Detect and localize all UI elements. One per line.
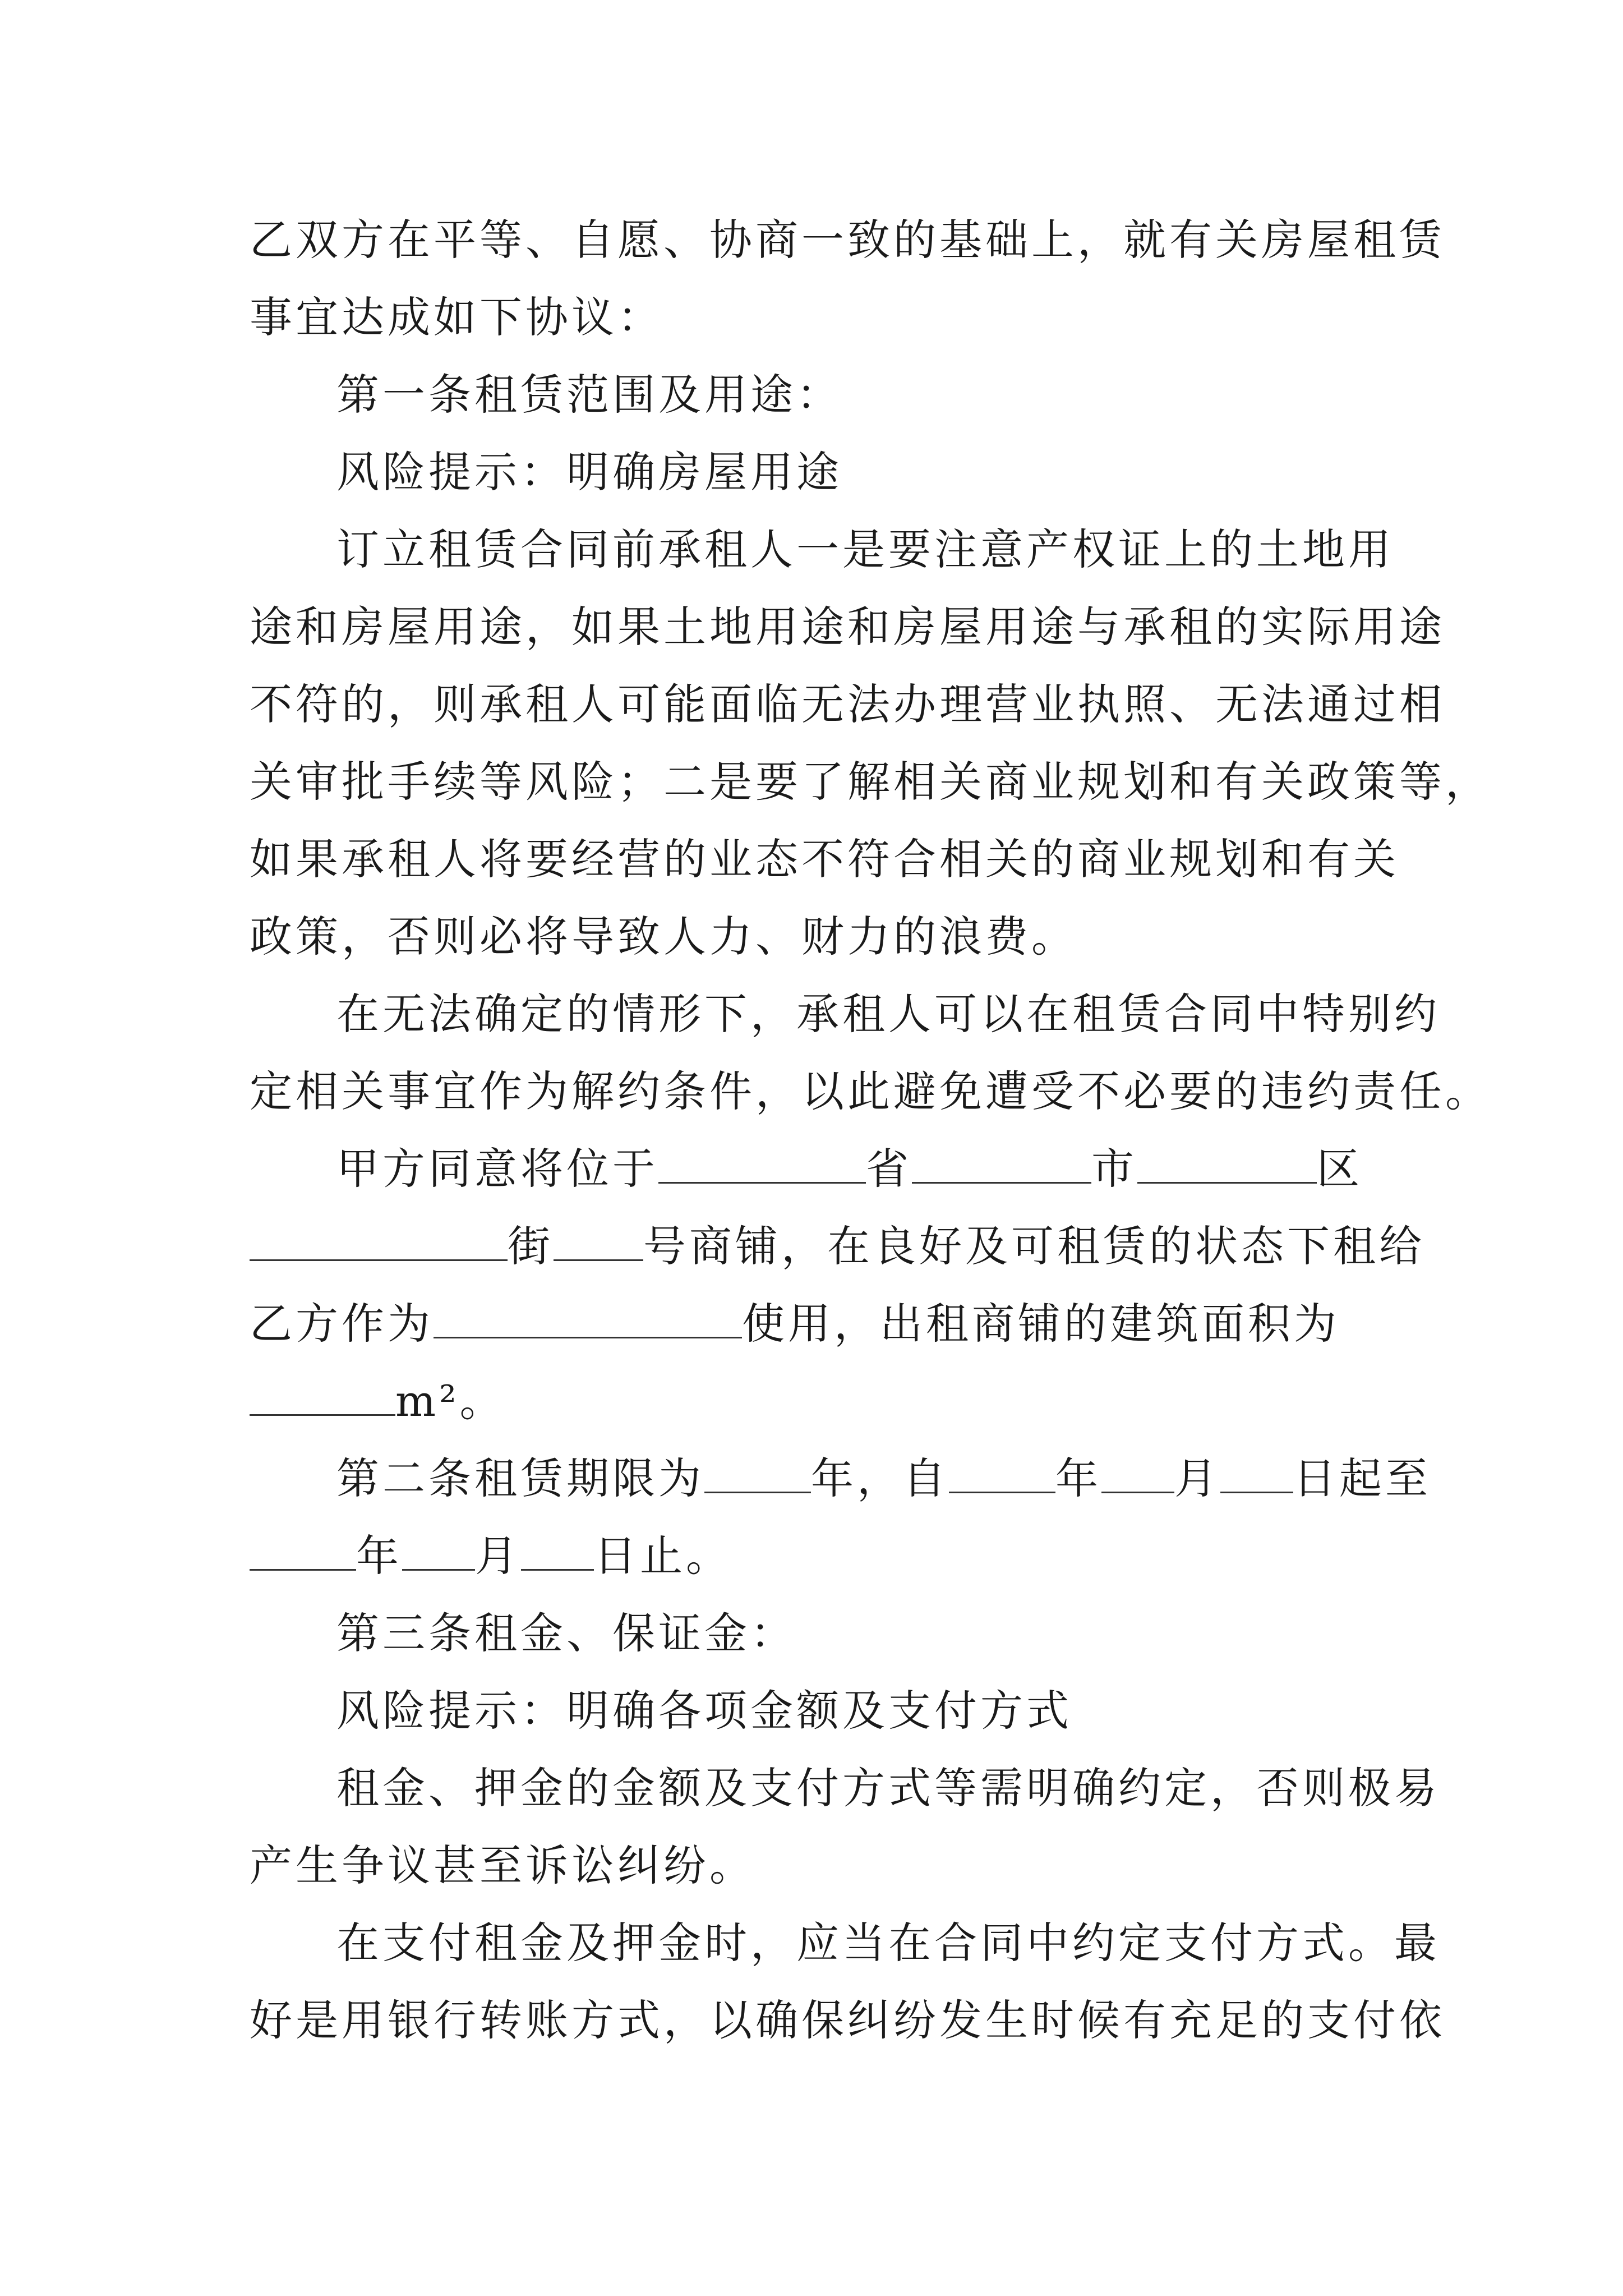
paragraph-line: 定相关事宜作为解约条件，以此避免遭受不必要的违约责任。	[250, 1066, 1491, 1116]
term-years-blank[interactable]	[704, 1457, 811, 1493]
fill-text: 乙方作为	[250, 1299, 434, 1349]
district-blank[interactable]	[1137, 1147, 1317, 1184]
fill-line-area	[250, 1368, 1377, 1435]
fill-line-location	[336, 1135, 1377, 1203]
paragraph-line: 产生争议甚至诉讼纠纷。	[250, 1841, 755, 1890]
paragraph-line: 好是用银行转账方式，以确保纠纷发生时候有充足的支付依	[250, 1995, 1445, 2045]
fill-text: 使用，出租商铺的建筑面积为	[742, 1299, 1340, 1349]
fill-text: 日起至	[1293, 1453, 1431, 1503]
fill-text: 街	[508, 1221, 554, 1271]
fill-text: 年	[356, 1531, 402, 1581]
risk-tip: 风险提示：明确各项金额及支付方式	[336, 1686, 1072, 1736]
paragraph-line: 乙双方在平等、自愿、协商一致的基础上，就有关房屋租赁	[250, 215, 1445, 265]
end-year-blank[interactable]	[250, 1534, 356, 1571]
fill-text: 日止。	[594, 1531, 732, 1581]
start-month-blank[interactable]	[1101, 1457, 1174, 1493]
article-heading: 第一条租赁范围及用途：	[336, 370, 842, 420]
paragraph-line: 如果承租人将要经营的业态不符合相关的商业规划和有关	[250, 834, 1399, 884]
fill-text: m²。	[395, 1376, 506, 1426]
fill-line-use	[250, 1290, 1377, 1358]
paragraph-line: 在支付租金及押金时，应当在合同中约定支付方式。最	[336, 1918, 1440, 1968]
fill-text: 年，自	[811, 1453, 949, 1503]
start-day-blank[interactable]	[1220, 1457, 1293, 1493]
city-blank[interactable]	[912, 1147, 1091, 1184]
end-month-blank[interactable]	[402, 1534, 475, 1571]
paragraph-line: 租金、押金的金额及支付方式等需明确约定，否则极易	[336, 1763, 1440, 1813]
paragraph-line: 事宜达成如下协议：	[250, 292, 663, 342]
start-year-blank[interactable]	[949, 1457, 1055, 1493]
risk-tip: 风险提示：明确房屋用途	[336, 447, 842, 497]
fill-text: 年	[1055, 1453, 1101, 1503]
paragraph-line: 政策，否则必将导致人力、财力的浪费。	[250, 912, 1077, 961]
fill-text: 区	[1317, 1144, 1363, 1194]
fill-text: 号商铺，在良好及可租赁的状态下租给	[643, 1221, 1425, 1271]
fill-text: 月	[475, 1531, 521, 1581]
street-blank[interactable]	[250, 1225, 508, 1261]
paragraph-line: 在无法确定的情形下，承租人可以在租赁合同中特别约	[336, 989, 1440, 1039]
paragraph-line: 关审批手续等风险；二是要了解相关商业规划和有关政策等，	[250, 757, 1491, 807]
fill-text: 省	[866, 1144, 912, 1194]
fill-text: 月	[1174, 1453, 1220, 1503]
article-heading: 第三条租金、保证金：	[336, 1608, 796, 1658]
area-blank[interactable]	[250, 1379, 395, 1416]
end-day-blank[interactable]	[521, 1534, 594, 1571]
number-blank[interactable]	[554, 1225, 643, 1261]
fill-text: 甲方同意将位于	[336, 1144, 658, 1194]
paragraph-line: 途和房屋用途，如果土地用途和房屋用途与承租的实际用途	[250, 602, 1445, 652]
use-blank[interactable]	[434, 1302, 742, 1338]
paragraph-line: 订立租赁合同前承租人一是要注意产权证上的土地用	[336, 524, 1394, 574]
fill-line-term	[336, 1445, 1431, 1512]
paragraph-line: 不符的，则承租人可能面临无法办理营业执照、无法通过相	[250, 679, 1445, 729]
fill-line-street	[250, 1213, 1425, 1280]
fill-text: 市	[1091, 1144, 1137, 1194]
province-blank[interactable]	[658, 1147, 866, 1184]
fill-line-term-end	[250, 1522, 1377, 1590]
fill-text: 第二条租赁期限为	[336, 1453, 704, 1503]
